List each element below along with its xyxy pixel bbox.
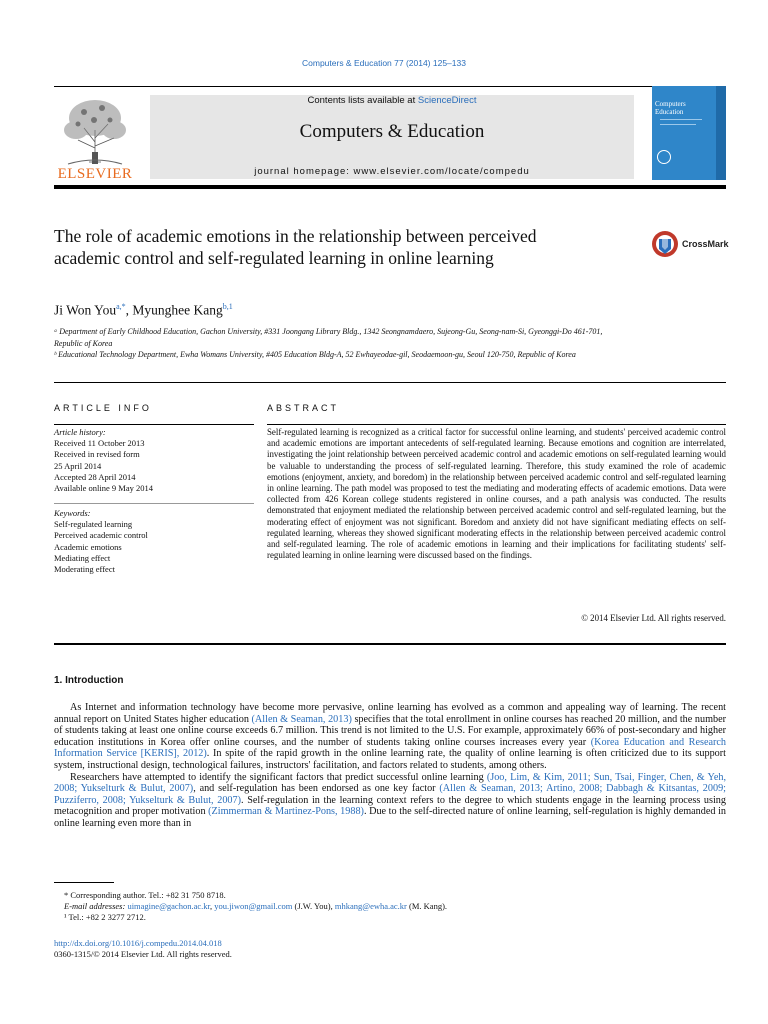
paragraph: As Internet and information technology have become more pervasive, online learning has evolved as a common and appealing way of learning. The recent annual report on United States higher education (Allen & Seaman, 2013) specifies that the total enrollment in online courses has reached 20 million, and the number of students taking at least one online course exceeds 6.7 million. This trend is not limited to the U.S. For example, approximately 66% of post-secondary and higher education institutions in Korea offer online courses, and the number of students taking online courses increases every year (Korea Education and Research Information Service [KERIS], 2012). In spite of the rapid growth in the online learning rate, the quality of online learning is often criticized due to its support system, instructional design, technological failures, instructors' facilitation, and factors related to students, among others. [54, 702, 727, 771]
keywords-label: Keywords: [54, 508, 91, 518]
article-history [54, 427, 254, 494]
citation-link[interactable]: (Joo, Lim, & Kim, 2011; Sun, Tsai, Finger, Chen, & Yeh, 2008; Yukselturk & Bulut, 2007) [54, 771, 726, 795]
journal-cover-thumbnail[interactable] [652, 86, 726, 180]
contents-line [150, 95, 634, 106]
footnote-emails: E-mail addresses: uimagine@gachon.ac.kr, you.jiwon@gmail.com (J.W. You), mhkang@ewha.ac.kr (M. Kang). [64, 901, 448, 911]
header-rule [54, 86, 726, 87]
section-divider [54, 643, 726, 645]
author-name: Ji Won You [54, 302, 117, 318]
history-item: Available online 9 May 2014 [54, 483, 153, 494]
article-title: The role of academic emotions in the relationship between perceived academic control and self-regulated learning in online learning [54, 226, 537, 268]
footnote-rule [54, 882, 114, 883]
affiliation-b: ᵇ Educational Technology Department, Ewha Womans University, #405 Education Bldg-A, 52 Ewhayeodae-gil, Seodaemoon-gu, Seoul 120-750, Republic of Korea [54, 350, 576, 359]
sciencedirect-link[interactable]: ScienceDirect [417, 95, 477, 106]
history-item: 25 April 2014 [54, 460, 102, 471]
doi-block [54, 938, 232, 960]
keyword-item: Academic emotions [54, 541, 122, 552]
section-heading-introduction: 1. Introduction [54, 675, 124, 686]
history-item: Received in revised form [54, 449, 140, 460]
paragraph: Researchers have attempted to identify the significant factors that predict successful online learning (Joo, Lim, & Kim, 2011; Sun, Tsai, Finger, Chen, & Yeh, 2008; Yukselturk & Bulut, 2007), and self-regulation has been endorsed as one key factor (Allen & Seaman, 2013; Artino, 2008; Dabbagh & Kitsantas, 2009; Puzziferro, 2008; Yukselturk & Bulut, 2007). Self-regulation in the learning context refers to the degree to which students engage in the learning process using metacognition and proper motivation (Zimmerman & Martinez-Pons, 1988). Due to the self-directed nature of online learning, self-regulation is highly demanded in online learning even more than in [54, 771, 726, 829]
issn-copyright: 0360-1315/© 2014 Elsevier Ltd. All rights reserved. [54, 949, 232, 959]
citation-link[interactable]: (Allen & Seaman, 2013) [251, 713, 352, 725]
footnotes [54, 890, 726, 923]
authors-line: Ji Won You$^{a,*}$, Myunghee Kang$^{b,1}$ [54, 302, 233, 318]
crossmark-label[interactable]: CrossMark [682, 239, 729, 249]
citation-link[interactable]: (Allen & Seaman, 2013; Artino, 2008; Dabbagh & Kitsantas, 2009; Puzziferro, 2008; Yukselturk & Bulut, 2007) [54, 783, 726, 806]
keyword-item: Self-regulated learning [54, 519, 133, 530]
cover-title: Computers Education [655, 100, 686, 116]
author-affiliation-marker[interactable]: b,1 [222, 302, 233, 311]
email-link[interactable]: mhkang@ewha.ac.kr [334, 901, 407, 911]
section-divider [54, 503, 254, 504]
section-divider [54, 424, 254, 425]
cover-emblem-icon [657, 150, 671, 164]
citation-link[interactable]: (Korea Education and Research Information Service [KERIS], 2012) [54, 736, 726, 760]
body-text [54, 702, 726, 830]
history-item: Accepted 28 April 2014 [54, 471, 136, 482]
email-link[interactable]: uimagine@gachon.ac.kr [127, 901, 210, 911]
section-divider [54, 382, 726, 383]
footnote-tel: ¹ Tel.: +82 2 3277 2712. [64, 912, 146, 922]
keyword-item: Perceived academic control [54, 530, 148, 541]
keyword-item: Mediating effect [54, 552, 111, 563]
affiliation-a: ᵃ Department of Early Childhood Education, Gachon University, #331 Joongang Library Bldg., 1342 Seongnamdaero, Sujeong-Gu, Seong-nam-Si, Gyeonggi-Do 461-701, Republic of Korea [54, 327, 603, 348]
history-label: Article history: [54, 427, 106, 437]
author-name: Myunghee Kang [132, 302, 223, 318]
section-divider [267, 424, 726, 425]
email-link[interactable]: you.jiwon@gmail.com [214, 901, 293, 911]
abstract-heading: ABSTRACT [267, 403, 340, 413]
keywords [54, 508, 254, 575]
author-affiliation-marker[interactable]: a,* [116, 302, 126, 311]
publisher-logo-text: ELSEVIER [57, 166, 133, 182]
abstract-text: Self-regulated learning is recognized as a critical factor for successful online learning, and students' perceived academic control and academic emotions are important antecedents of self-regulated learning. Because emotions and cognition are interrelated, investigating the joint relationship between perceived academic control and academic emotions on self-regulated learning would be valuable to understanding the process of self-regulated learning. Therefore, this study examined the role of academic emotions (enjoyment, anxiety, and boredom) in the relationship between perceived academic control and self-regulated learning in online learning. The path model was proposed to test the mediating and moderating effects of academic emotions. Data were collected from 426 Korean college students registered in online courses, and a path analysis was conducted. The results demonstrated that enjoyment mediated the relationship between perceived academic control and self-regulated learning, but the moderating effect of enjoyment was not significant. Boredom and anxiety did not have significant mediating effects on self-regulated learning, whereas they showed significant moderating effects in the relationship between perceived academic control and self-regulated learning. The role of academic emotions in learning and their implications for facilitating students' self-regulated learning in online learning were discussed based on the findings. [267, 427, 726, 561]
affiliations [54, 326, 614, 361]
article-info-heading: ARTICLE INFO [54, 403, 152, 413]
journal-reference[interactable]: Computers & Education 77 (2014) 125–133 [302, 58, 466, 68]
journal-name: Computers & Education [299, 121, 485, 142]
citation-link[interactable]: (Zimmerman & Martinez-Pons, 1988) [208, 806, 364, 818]
footnote-corresponding: * Corresponding author. Tel.: +82 31 750 8718. [64, 890, 226, 900]
abstract-copyright: © 2014 Elsevier Ltd. All rights reserved. [581, 613, 726, 623]
journal-homepage[interactable]: journal homepage: www.elsevier.com/locate/compedu [254, 166, 530, 177]
doi-link[interactable]: http://dx.doi.org/10.1016/j.compedu.2014.04.018 [54, 938, 222, 948]
header-thick-rule [54, 185, 726, 189]
keyword-item: Moderating effect [54, 564, 115, 575]
contents-prefix: Contents lists available at [307, 95, 418, 106]
history-item: Received 11 October 2013 [54, 438, 145, 449]
